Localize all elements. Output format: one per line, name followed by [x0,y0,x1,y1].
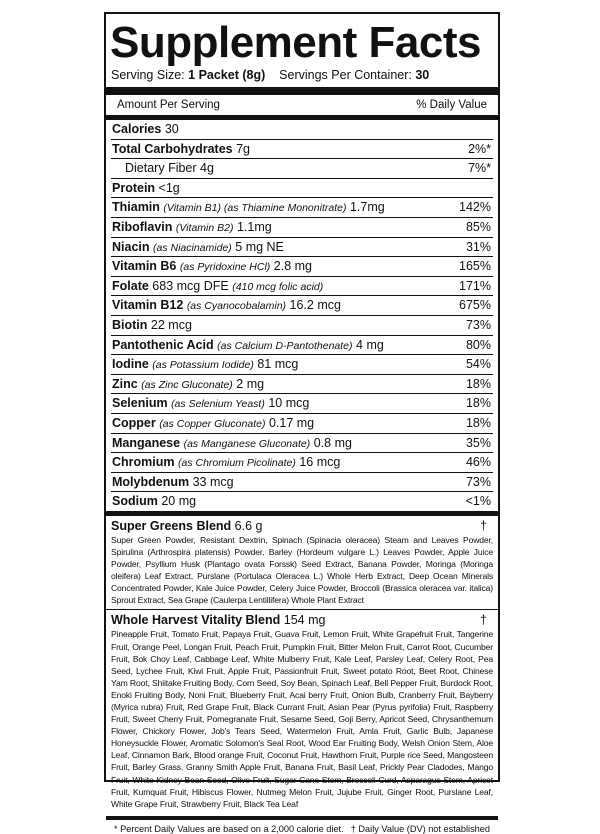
servings-per-container-label: Servings Per Container: [279,68,412,82]
nutrient-amount: 4 mg [356,337,384,352]
nutrient-name: Selenium [112,396,168,411]
dagger-mark: † [480,613,487,628]
amount-header: Amount Per Serving [117,99,220,111]
nutrient-daily-value: 54% [465,357,491,372]
nutrient-daily-value: 46% [465,455,491,470]
nutrient-row [111,238,493,258]
nutrient-label [111,375,264,395]
nutrient-row [111,473,493,493]
panel-title: Supplement Facts [110,18,481,67]
nutrient-label [111,453,340,473]
nutrient-name: Biotin [112,317,148,332]
footnotes [111,820,493,834]
nutrient-name: Niacin [112,239,150,254]
nutrient-daily-value: 73% [465,317,491,332]
nutrient-amount: 5 mg NE [235,239,284,254]
nutrient-label [111,257,312,277]
blend-super-greens [111,519,493,607]
nutrient-label [111,355,298,375]
nutrient-source: (as Selenium Yeast) [171,398,265,411]
nutrient-row [111,355,493,375]
nutrient-row [111,159,493,179]
nutrient-row [111,277,493,297]
nutrient-source: (as Copper Gluconate) [159,417,266,430]
nutrient-row [111,414,493,434]
nutrient-source: (as Manganese Gluconate) [183,437,311,450]
nutrient-source: (as Niacinamide) [153,241,232,254]
nutrient-label [111,473,234,492]
nutrient-label [111,434,352,454]
nutrient-amount: 0.17 mg [268,415,315,430]
nutrient-name: Copper [112,415,156,430]
nutrient-name: Calories [112,122,162,136]
nutrient-name: Thiamin [112,200,160,215]
serving-size-label: Serving Size: [111,68,185,82]
nutrient-name: Sodium [112,494,158,509]
nutrient-name: Iodine [112,357,149,372]
nutrient-label [111,394,309,414]
nutrient-daily-value: 7%* [468,161,491,176]
nutrient-label [111,179,180,198]
nutrient-amount: 0.8 mg [313,435,352,450]
blend-header [111,613,493,627]
nutrient-row [111,120,493,140]
nutrient-daily-value: 35% [465,435,491,450]
nutrient-name: Riboflavin [112,219,173,234]
blend-ingredients: Super Green Powder, Resistant Dextrin, Spinach (Spinacia oleracea) Steam and Leaves Powder, Spirulina (Arthrospira platensis) Powder, Barley (Hordeum vulgare L.) Leaves Powder, Apple Juice Powder, Psyllium Husk (Plantago ovata Forssk) Seed Extract, Banana Powder, Moringa (Moringa oleifera) Leaf Extract, Purslane (Portulaca Oleracea L.) Whole Herb Extract, Deep Ocean Minerals Concentrated Powder, Kale Juice Powder, Celery Juice Powder, Broccoli (Brassica oleracea var. italica) Sprout Extract, Sea Grape (Caulerpa Lentillifera) Whole Plant Extract [111,534,493,606]
nutrient-row [111,140,493,160]
nutrient-source: (as Zinc Gluconate) [141,378,233,391]
nutrient-daily-value: 2%* [468,141,491,156]
nutrient-row [111,375,493,395]
nutrient-amount: 683 mcg DFE [152,278,229,293]
nutrient-label [111,198,385,218]
nutrient-name: Folate [112,278,149,293]
nutrient-name: Molybdenum [112,474,190,489]
nutrient-daily-value: 85% [465,219,491,234]
blend-whole-harvest [111,613,493,809]
nutrient-source: (Vitamin B2) [175,221,234,234]
nutrient-source: (as Chromium Picolinate) [177,457,296,470]
nutrient-row [111,316,493,336]
nutrient-row [111,336,493,356]
nutrient-row [111,434,493,454]
blend-ingredients: Pineapple Fruit, Tomato Fruit, Papaya Fruit, Guava Fruit, Lemon Fruit, White Grapefruit Fruit, Tangerine Fruit, Orange Peel, Longan Fruit, Peach Fruit, Pumpkin Fruit, Bitter Melon Fruit, Carrot Root, Cucumber Fruit, Bok Choy Leaf, Cabbage Leaf, White Mulberry Fruit, Kale Leaf, Parsley Leaf, Celery Root, Pea Seed, Lychee Fruit, Kiwi Fruit, Apple Fruit, Passionfruit Fruit, Sweet potato Root, Beet Root, Chinese Yam Root, Shiitake Fruiting Body, Corn Seed, Soy Bean, Spinach Leaf, Bell Pepper Fruit, Burdock Root, Enoki Fruiting Body, Noni Fruit, Blueberry Fruit, Acai berry Fruit, Onion Bulb, Cranberry Fruit, Bayberry (Myrica rubra) Fruit, Red Grape Fruit, Black Currant Fruit, Asian Pear (Pyrus pyrifolia) Fruit, Raspberry Fruit, Sweet Cherry Fruit, Pomegranate Fruit, Sesame Seed, Goji Berry, Apricot Seed, Chrysanthemum Flower, Chickory Flower, Job's Tears Seed, Watermelon Fruit, Amla Fruit, Garlic Bulb, Japanese Honeysuckle Flower, Aromatic Solomon's Seal Root, Wood Ear Fruiting Body, Welsh Onion Stem, Aloe Leaf, Cinnamon Bark, Blood orange Fruit, Coconut Fruit, Hawthorn Fruit, Purple rice Seed, Mangosteen Fruit, Barley Grass, Granny Smith Apple Fruit, Banana Fruit, Basil Leaf, Prickly Pear Cladodes, Mango Fruit, White Kidney Bean Seed, Olive Fruit, Sugar Cane Stem, Broccoli Curd, Asparagus Stem, Apricot Fruit, Kumquat Fruit, Hibiscus Flower, Nutmeg Melon Fruit, Jujube Fruit, Ginger Root, Purslane Leaf, White Grape Fruit, Strawberry Fruit, Black Tea Leaf [111,629,493,809]
nutrient-daily-value: 31% [465,239,491,254]
dagger-mark: † [480,518,487,533]
nutrient-label [111,336,384,356]
nutrient-label [111,277,323,297]
nutrient-amount: 1.7mg [349,200,385,215]
nutrient-name: Dietary Fiber [125,161,197,176]
nutrient-daily-value: 675% [459,298,491,313]
nutrient-amount: 22 mcg [150,317,192,332]
nutrient-row [111,453,493,473]
column-header [111,95,493,115]
nutrient-label [111,492,196,511]
nutrient-row [111,179,493,199]
nutrient-name: Total Carbohydrates [112,141,233,156]
nutrient-amount: 20 mg [161,494,197,509]
nutrient-label [111,296,341,316]
dv-header: % Daily Value [416,99,487,111]
nutrient-amount: 30 [164,122,179,136]
nutrient-daily-value: 73% [465,474,491,489]
nutrient-source: (as Cyanocobalamin) [186,300,287,313]
blend-divider [106,511,498,516]
nutrient-amount: 2 mg [236,376,265,391]
blend-header [111,519,493,533]
nutrient-daily-value: 165% [459,259,491,274]
nutrient-name: Vitamin B12 [112,298,184,313]
footnote-dv-basis: * Percent Daily Values are based on a 2,000 calorie diet. [114,823,344,834]
nutrient-amount: 16.2 mcg [289,298,341,313]
nutrient-daily-value: 80% [465,337,491,352]
blend-name: Super Greens Blend [111,518,232,533]
nutrient-name: Manganese [112,435,181,450]
nutrient-source: (Vitamin B1) (as Thiamine Mononitrate) [163,202,347,215]
nutrient-label [111,120,179,139]
nutrient-source: (410 mcg folic acid) [232,280,324,293]
serving-info [111,68,493,82]
nutrient-label [111,238,284,258]
nutrient-label [111,159,214,178]
nutrient-label [111,218,272,238]
nutrient-amount: 33 mcg [192,474,234,489]
nutrient-amount: 7g [236,141,251,156]
nutrient-daily-value: 18% [465,376,491,391]
blend-name: Whole Harvest Vitality Blend [111,613,281,628]
blend-amount: 154 mg [283,613,326,628]
nutrient-list [111,120,493,511]
nutrient-source: (as Potassium Iodide) [152,359,254,372]
nutrient-amount: 1.1mg [236,219,272,234]
nutrient-name: Vitamin B6 [112,259,177,274]
nutrient-label [111,316,192,335]
nutrient-name: Pantothenic Acid [112,337,214,352]
nutrient-row [111,218,493,238]
nutrient-row [111,198,493,218]
serving-size-value: 1 Packet (8g) [188,68,266,82]
nutrient-amount: 16 mcg [299,455,341,470]
nutrient-amount: 2.8 mg [273,259,313,274]
nutrient-daily-value: 18% [465,396,491,411]
blend-separator [106,609,498,610]
thick-divider [106,87,498,95]
footnote-dv-not-established: † Daily Value (DV) not established [350,823,490,834]
nutrient-label [111,140,250,159]
nutrient-daily-value: 171% [459,278,491,293]
nutrient-name: Zinc [112,376,138,391]
nutrient-amount: 10 mcg [268,396,310,411]
supplement-facts-panel [104,12,500,834]
nutrient-row [111,394,493,414]
nutrient-daily-value: 142% [459,200,491,215]
blend-amount: 6.6 g [234,518,263,533]
nutrient-source: (as Pyridoxine HCl) [179,261,271,274]
servings-per-container-value: 30 [415,68,430,82]
nutrient-amount: 81 mcg [257,357,299,372]
nutrient-name: Chromium [112,455,175,470]
nutrient-row [111,296,493,316]
nutrient-amount: <1g [158,180,180,195]
nutrient-row [111,257,493,277]
nutrient-source: (as Calcium D-Pantothenate) [217,339,353,352]
nutrient-name: Protein [112,180,156,195]
nutrient-label [111,414,314,434]
nutrient-daily-value: 18% [465,415,491,430]
nutrient-amount: 4g [200,161,214,176]
nutrient-row [111,492,493,511]
nutrient-daily-value: <1% [465,494,491,509]
